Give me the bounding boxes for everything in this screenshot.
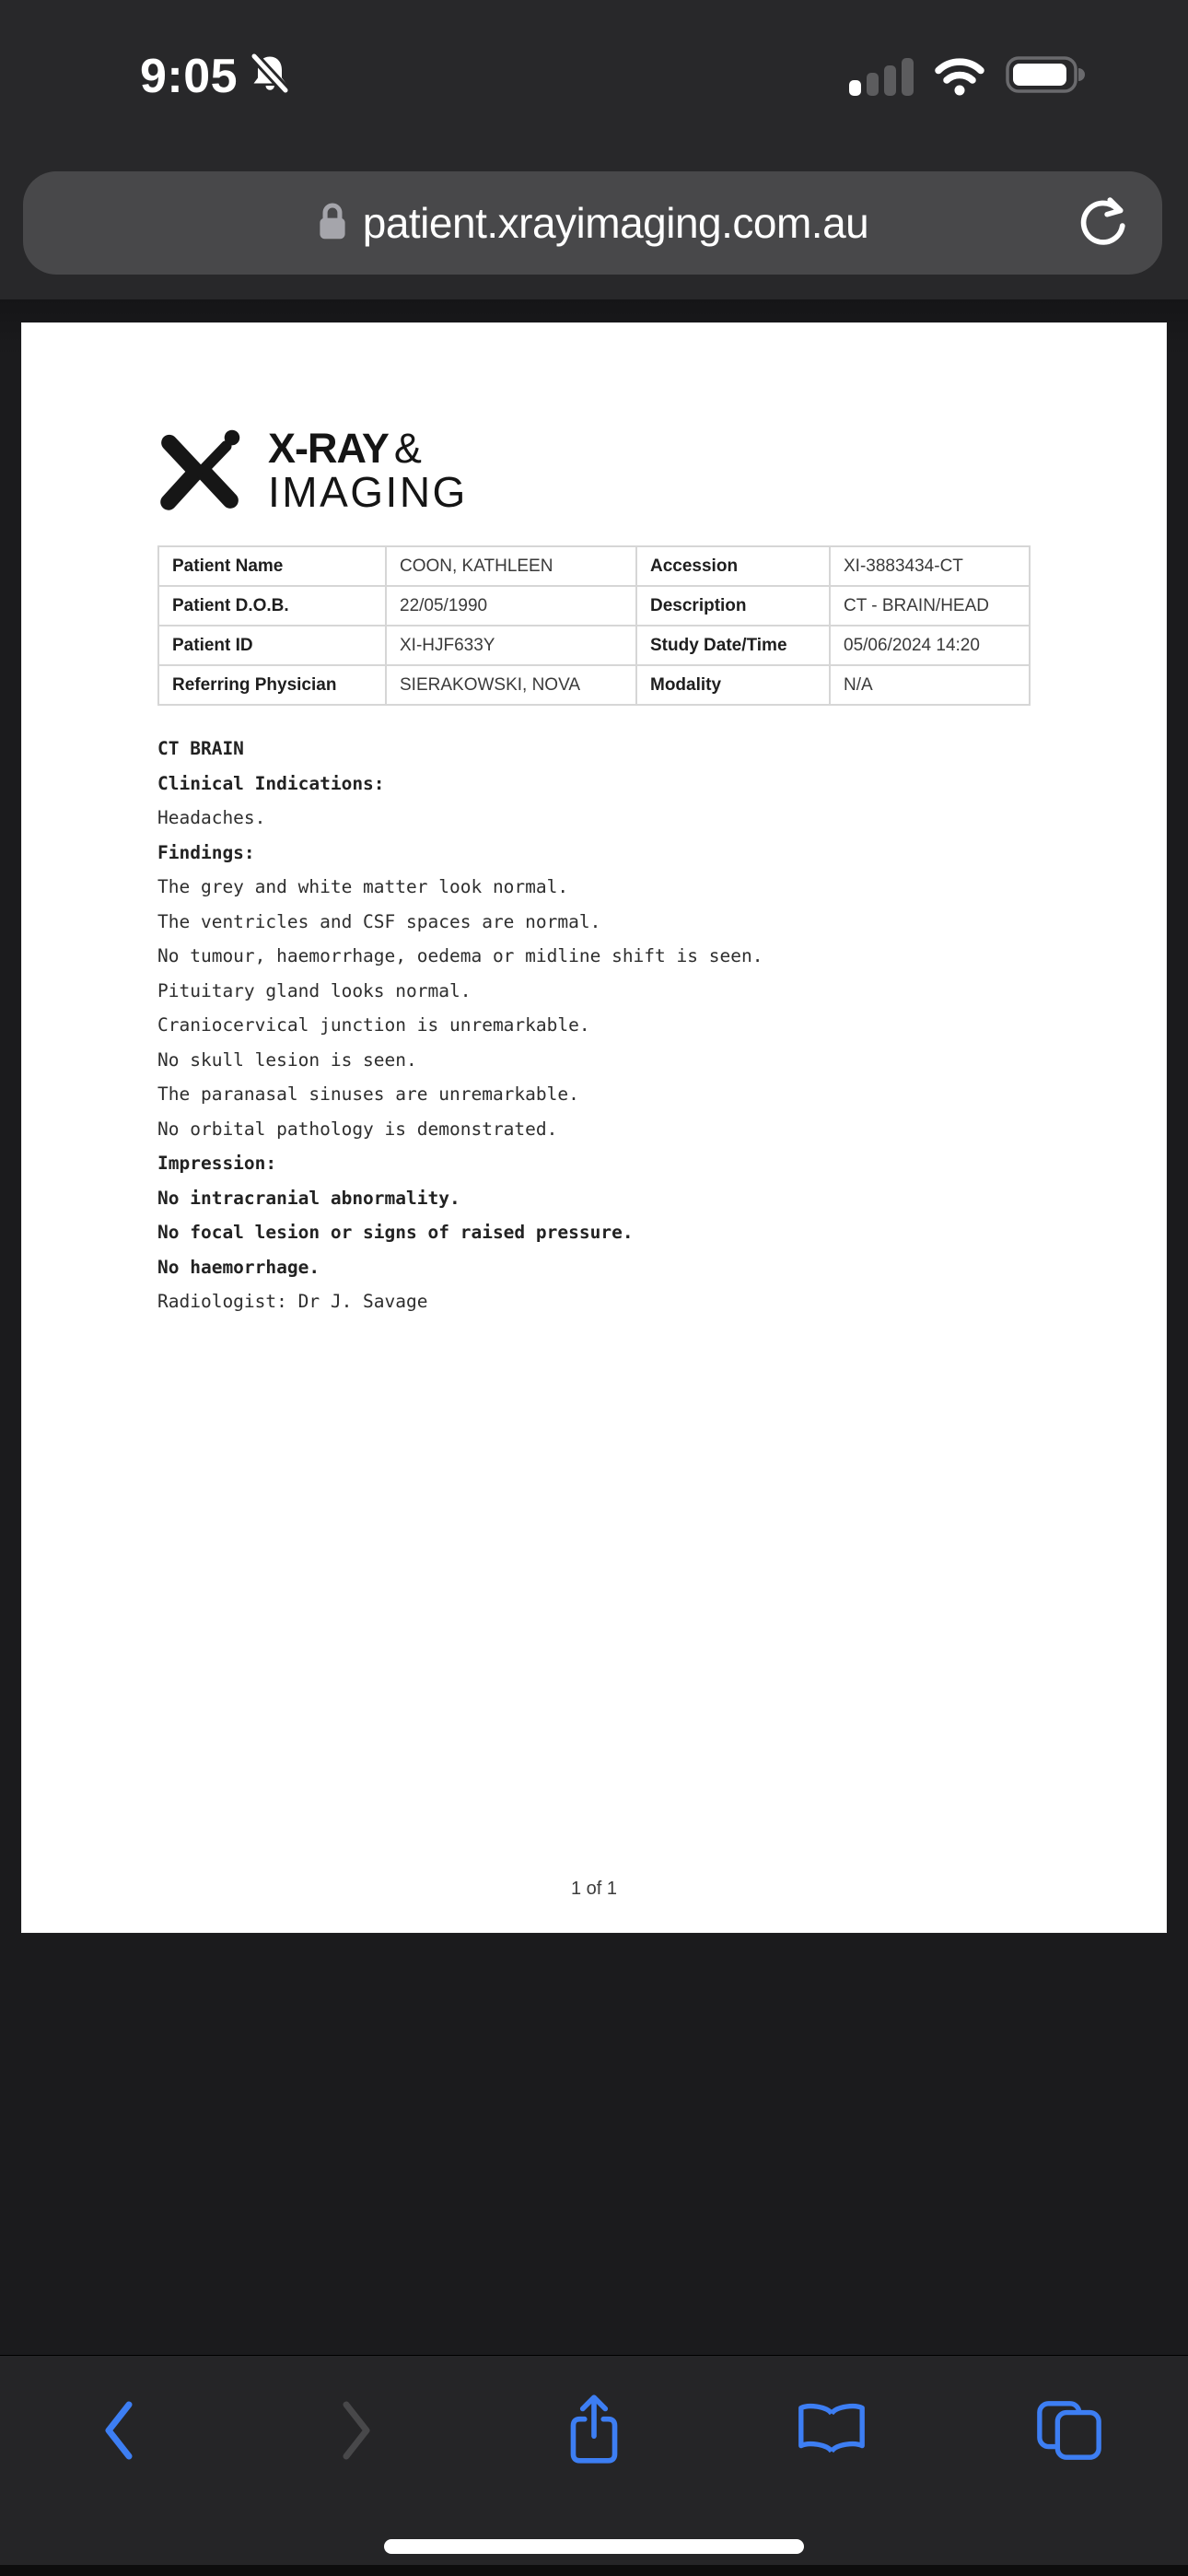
report-line: The grey and white matter look normal. [157,876,569,897]
report-line: No skull lesion is seen. [157,1048,417,1071]
page-indicator: 1 of 1 [570,1879,618,1899]
logo-word-xray: X-RAY [268,425,389,472]
report-line: Headaches. [157,807,266,828]
field-value: XI-3883434-CT [830,546,1030,586]
address-bar[interactable] [23,171,1162,275]
logo-word-imaging: IMAGING [268,468,468,516]
report-line: Pituitary gland looks normal. [157,979,472,1001]
field-label: Description [636,586,830,626]
report-line: Findings: [157,841,255,863]
wifi-icon [934,53,985,100]
share-icon [564,2391,624,2473]
report-line: No intracranial abnormality. [157,1187,460,1209]
field-value: 05/06/2024 14:20 [830,626,1030,665]
home-indicator[interactable] [384,2539,804,2554]
patient-info-table [157,545,1031,706]
field-label: Study Date/Time [636,626,830,665]
chevron-right-icon [339,2399,374,2465]
url-text: patient.xrayimaging.com.au [362,199,869,247]
field-value: XI-HJF633Y [386,626,636,665]
status-bar [0,44,1188,109]
table-row [158,665,1030,705]
tabs-icon [1035,2398,1103,2465]
field-label: Modality [636,665,830,705]
status-time: 9:05 [140,50,239,103]
report-line: No focal lesion or signs of raised pressure. [157,1222,634,1243]
field-label: Patient Name [158,546,386,586]
field-label: Patient ID [158,626,386,665]
safari-toolbar [0,2355,1188,2576]
notifications-muted-icon [249,53,291,100]
report-line: Clinical Indications: [157,772,385,794]
table-row [158,546,1030,586]
field-value: N/A [830,665,1030,705]
bookmarks-button[interactable] [713,2367,950,2496]
report-line: The paranasal sinuses are unremarkable. [157,1083,579,1105]
cellular-signal-icon [849,57,914,96]
field-value: 22/05/1990 [386,586,636,626]
table-row [158,586,1030,626]
field-value: CT - BRAIN/HEAD [830,586,1030,626]
back-button[interactable] [0,2367,238,2496]
report-line: No tumour, haemorrhage, oedema or midline shift is seen. [157,945,763,966]
signal-bar [902,58,914,96]
field-label: Patient D.O.B. [158,586,386,626]
field-value: COON, KATHLEEN [386,546,636,586]
report-line: The ventricles and CSF spaces are normal. [157,910,601,932]
battery-icon [1006,55,1085,99]
forward-button[interactable] [238,2367,475,2496]
open-book-icon [794,2400,869,2464]
table-row [158,626,1030,665]
tabs-button[interactable] [950,2367,1188,2496]
report-line: Craniocervical junction is unremarkable. [157,1014,590,1036]
share-button[interactable] [475,2367,713,2496]
field-value: SIERAKOWSKI, NOVA [386,665,636,705]
screen-bottom-strip [0,2565,1188,2576]
xray-imaging-logo-icon [157,426,242,519]
report-line: Impression: [157,1153,277,1174]
report-line: No haemorrhage. [157,1256,320,1278]
chevron-left-icon [101,2399,136,2465]
lock-icon [317,201,348,246]
report-line: Radiologist: Dr J. Savage [157,1291,428,1312]
safari-header [0,0,1188,299]
report-body [157,732,1031,1319]
field-label: Accession [636,546,830,586]
reload-button[interactable] [1065,171,1138,275]
signal-bar [884,65,896,96]
logo-ampersand: & [393,425,422,472]
signal-bar [849,80,861,96]
web-page-background [0,299,1188,2355]
clinic-logo [157,426,1031,514]
signal-bar [867,73,879,96]
report-line: No orbital pathology is demonstrated. [157,1118,558,1140]
report-document [21,322,1167,1933]
field-label: Referring Physician [158,665,386,705]
report-line: CT BRAIN [157,738,244,759]
